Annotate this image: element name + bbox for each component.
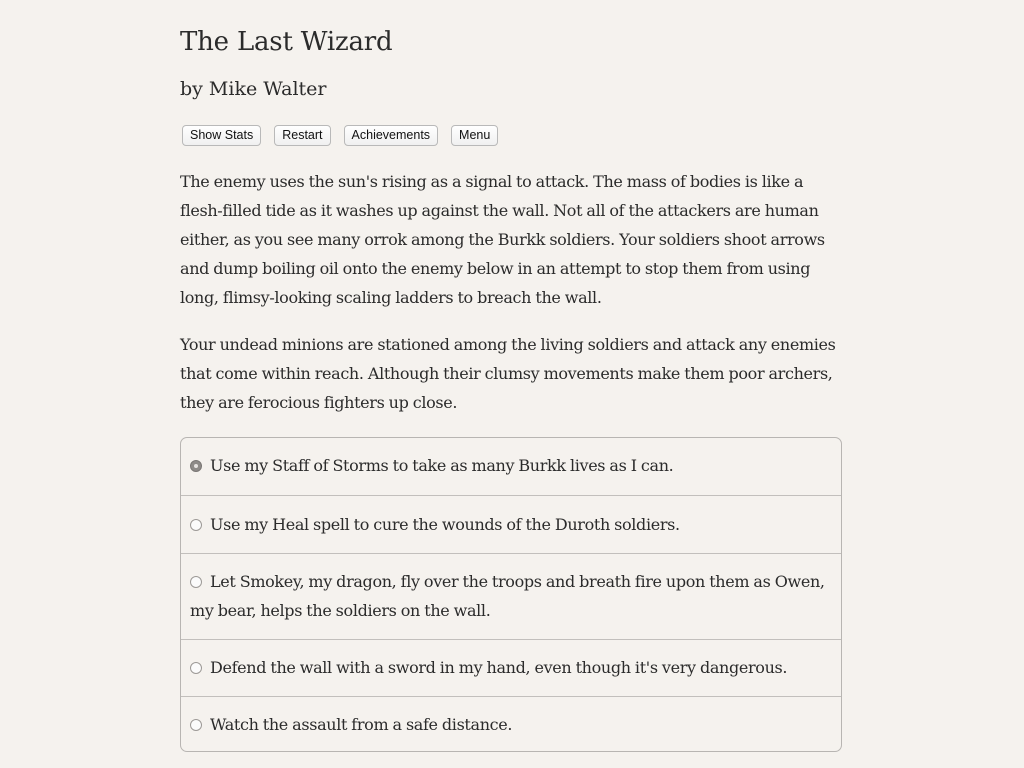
choice-option[interactable] [181, 639, 841, 696]
radio-button-selected-icon[interactable] [190, 460, 202, 472]
radio-button-icon[interactable] [190, 719, 202, 731]
choice-list [180, 437, 842, 752]
choice-label: Defend the wall with a sword in my hand, even though it's very dangerous. [210, 658, 788, 677]
story-paragraph: The enemy uses the sun's rising as a signal to attack. The mass of bodies is like a flesh-filled tide as it washes up against the wall. Not all of the attackers are human either, as you see many orrok among the Burkk soldiers. Your soldiers shoot arrows and dump boiling oil onto the enemy below in an attempt to stop them from using long, flimsy-looking scaling ladders to breach the wall. [180, 172, 825, 307]
choice-option[interactable] [181, 696, 841, 752]
story-paragraph: Your undead minions are stationed among the living soldiers and attack any enemies that come within reach. Although their clumsy movements make them poor archers, they are ferocious fighters up close. [180, 335, 836, 412]
choice-label: Watch the assault from a safe distance. [210, 715, 513, 734]
choice-label: Let Smokey, my dragon, fly over the troops and breath fire upon them as Owen, my bear, helps the soldiers on the wall. [190, 572, 825, 620]
radio-button-icon[interactable] [190, 662, 202, 674]
menu-button[interactable]: Menu [451, 125, 498, 146]
author-byline: by Mike Walter [180, 78, 327, 100]
radio-button-icon[interactable] [190, 519, 202, 531]
choice-label: Use my Staff of Storms to take as many Burkk lives as I can. [210, 456, 674, 475]
game-title: The Last Wizard [180, 27, 393, 57]
show-stats-button[interactable]: Show Stats [182, 125, 261, 146]
restart-button[interactable]: Restart [274, 125, 330, 146]
choice-option[interactable] [181, 553, 841, 639]
game-toolbar [182, 125, 498, 146]
achievements-button[interactable]: Achievements [344, 125, 439, 146]
choice-label: Use my Heal spell to cure the wounds of the Duroth soldiers. [210, 515, 680, 534]
choice-option[interactable] [181, 438, 841, 495]
choice-option[interactable] [181, 495, 841, 553]
radio-button-icon[interactable] [190, 576, 202, 588]
